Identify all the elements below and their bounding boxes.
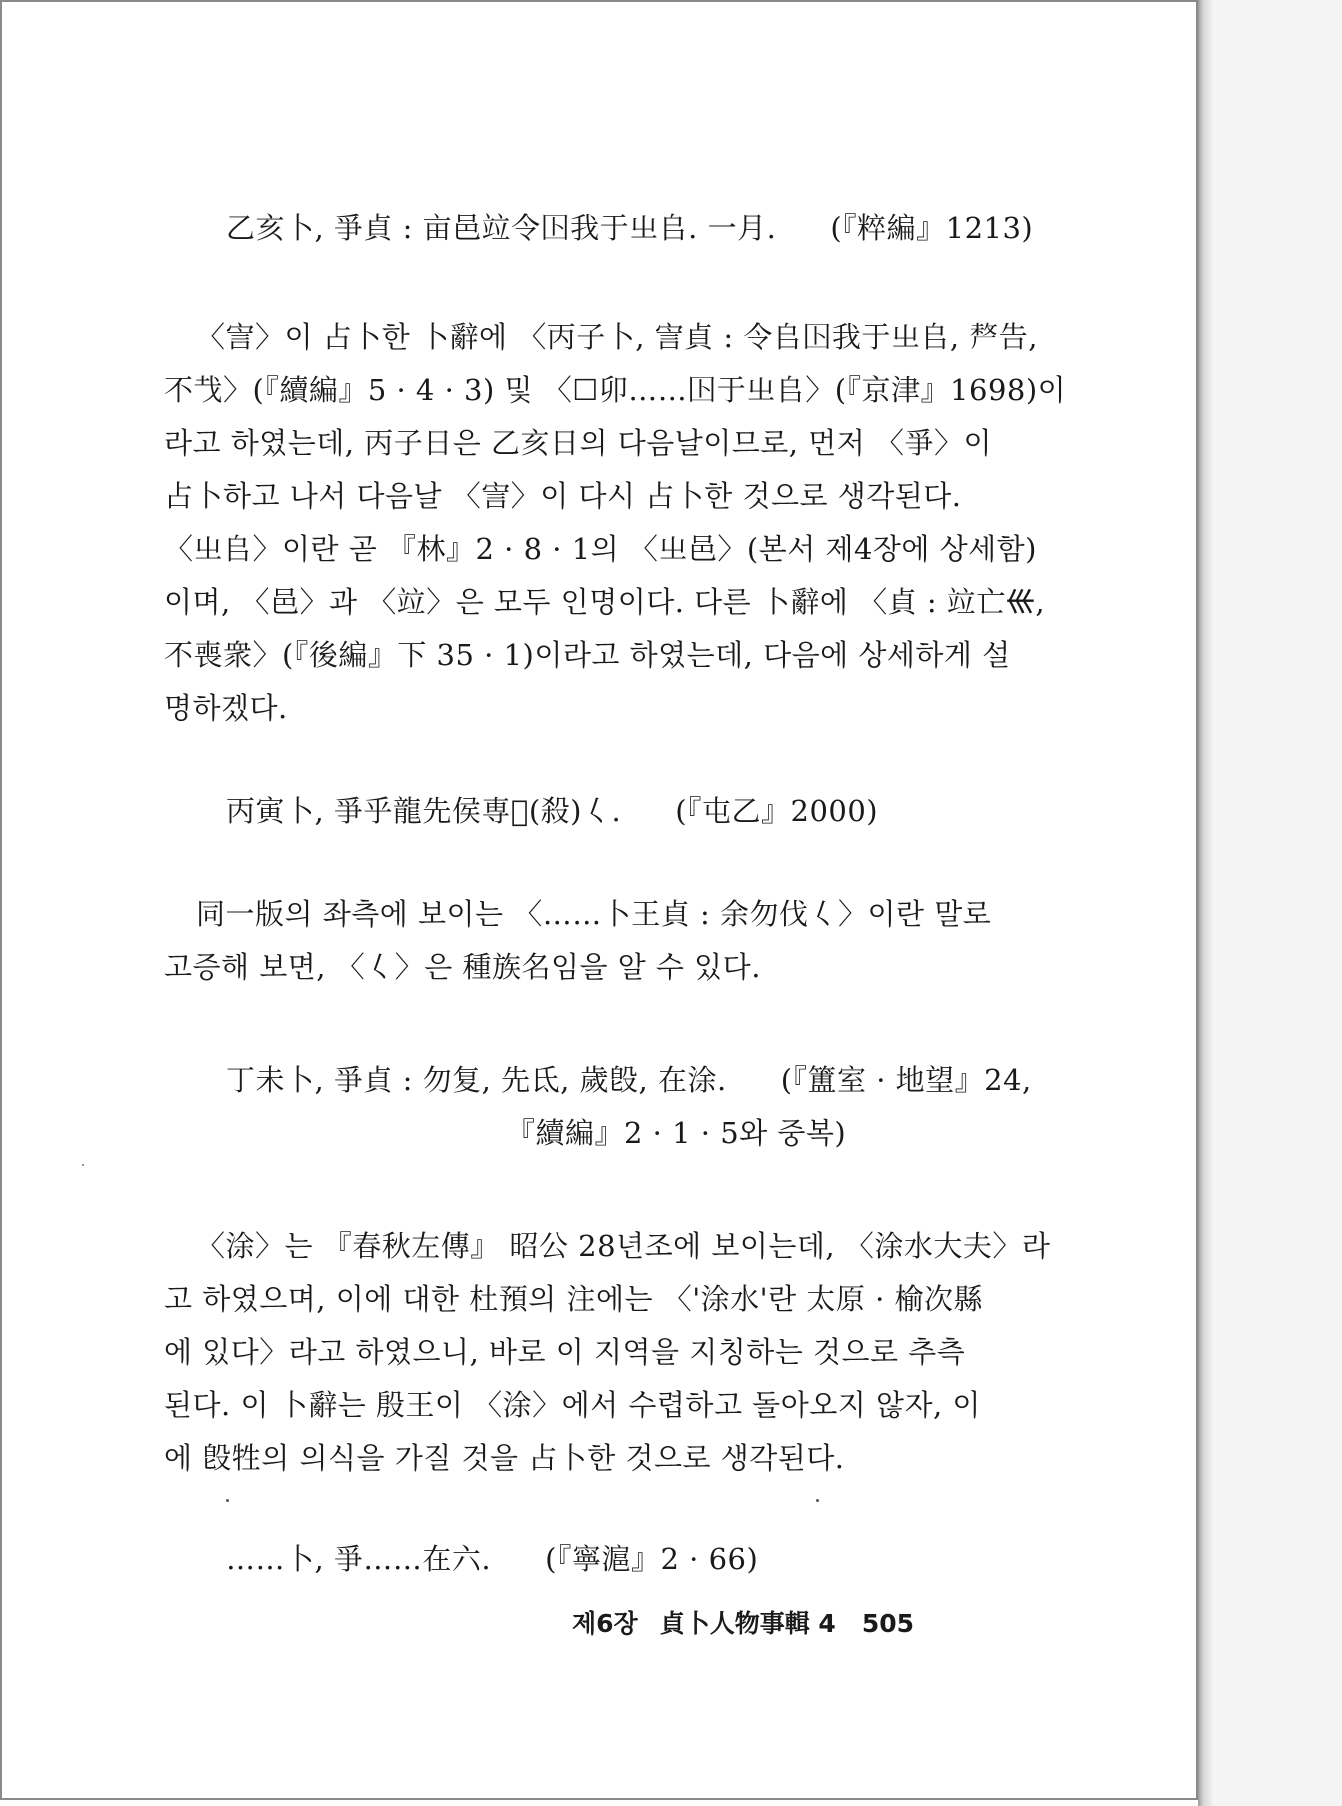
inscription-text: ……卜, 爭……在六.	[226, 1542, 492, 1576]
oracle-inscription-1	[164, 202, 1064, 255]
paragraph-line: 不喪衆〉(『後編』下 35 · 1)이라고 하였는데, 다음에 상세하게 설	[164, 638, 1011, 672]
paragraph-line: 된다. 이 卜辭는 殷王이 〈涂〉에서 수렵하고 돌아오지 않자, 이	[164, 1388, 981, 1422]
paragraph-line: 〈涂〉는 『春秋左傳』 昭公 28년조에 보이는데, 〈涂水大夫〉라	[196, 1229, 1051, 1263]
inscription-text: 乙亥卜, 爭貞 : 亩邑竝令𡆥我于㞢𠂤. 一月.	[226, 211, 777, 245]
scan-dots	[164, 1485, 1064, 1515]
inscription-source: (『寧滬』2 · 66)	[545, 1542, 759, 1576]
inscription-source: (『粹編』1213)	[830, 211, 1034, 245]
paragraph-line: 명하겠다.	[164, 691, 288, 725]
inscription-source: (『簠室 · 地望』24,	[780, 1063, 1032, 1097]
inscription-text: 丙寅卜, 爭乎龍先侯専𢻱(殺)𡿨.	[226, 794, 622, 828]
footer-chapter: 제6장	[572, 1609, 638, 1638]
inscription-text: 丁未卜, 爭貞 : 勿复, 先氐, 歲𣪘, 在涂.	[226, 1063, 727, 1097]
paragraph-line: 고증해 보면, 〈𡿨〉은 種族名임을 알 수 있다.	[164, 950, 761, 984]
page-footer	[572, 1604, 914, 1640]
page-number: 505	[861, 1609, 914, 1638]
scan-speck	[82, 1164, 84, 1166]
paragraph-line: 〈㝘〉이 占卜한 卜辭에 〈丙子卜, 㝘貞 : 令𠂤𡆥我于㞢𠂤, 𠩺告,	[196, 320, 1038, 354]
paragraph-line: 에 𣪘牲의 의식을 가질 것을 占卜한 것으로 생각된다.	[164, 1441, 845, 1475]
inscription-source: (『屯乙』2000)	[675, 794, 879, 828]
paragraph-line: 不𢦏〉(『續編』5 · 4 · 3) 및 〈☐卯……𡆥于㞢𠂤〉(『京津』1698)이	[164, 373, 1067, 407]
paragraph-line: 이며, 〈邑〉과 〈竝〉은 모두 인명이다. 다른 卜辭에 〈貞 : 竝亡𡿧,	[164, 585, 1046, 619]
paragraph-line: 고 하였으며, 이에 대한 杜預의 注에는 〈'涂水'란 太原 · 榆次縣	[164, 1282, 984, 1316]
footer-title: 貞卜人物事輯 4	[659, 1609, 836, 1638]
paragraph-line: 에 있다〉라고 하였으니, 바로 이 지역을 지칭하는 것으로 추측	[164, 1335, 966, 1369]
oracle-inscription-2	[164, 785, 1064, 838]
page-content	[164, 202, 1067, 1586]
viewer-background	[1212, 0, 1342, 1806]
paragraph-line: 〈㞢𠂤〉이란 곧 『林』2 · 8 · 1의 〈㞢邑〉(본서 제4장에 상세함)	[164, 532, 1038, 566]
scan-dot	[816, 1499, 819, 1502]
paragraph-line: 라고 하였는데, 丙子日은 乙亥日의 다음날이므로, 먼저 〈爭〉이	[164, 426, 992, 460]
commentary-paragraph-3	[164, 1220, 1064, 1485]
oracle-inscription-4	[164, 1533, 1064, 1586]
paragraph-line: 同一版의 좌측에 보이는 〈……卜王貞 : 余勿伐𡿨〉이란 말로	[196, 897, 992, 931]
scan-dot	[226, 1499, 229, 1502]
commentary-paragraph-2	[164, 888, 1064, 994]
page-edge-shadow	[1198, 0, 1212, 1806]
inscription-source-continued: 『續編』2 · 1 · 5와 중복)	[506, 1116, 847, 1150]
commentary-paragraph-1	[164, 311, 1067, 735]
paragraph-line: 占卜하고 나서 다음날 〈㝘〉이 다시 占卜한 것으로 생각된다.	[164, 479, 962, 513]
oracle-inscription-3	[164, 1054, 1064, 1160]
